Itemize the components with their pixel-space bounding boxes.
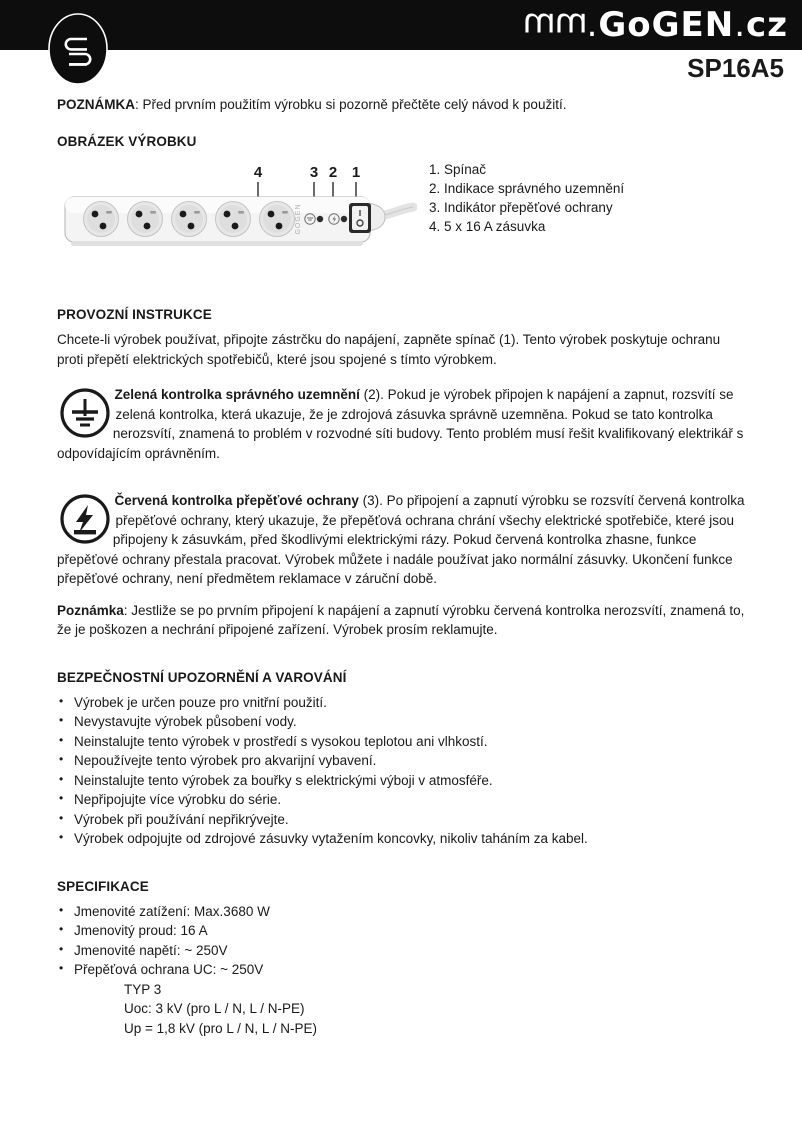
list-item: • Neinstalujte tento výrobek za bouřky s elektrickými výboji v atmosféře.	[57, 771, 747, 791]
top-note-text: : Před prvním použitím výrobku si pozorně přečtěte celý návod k použití.	[135, 97, 567, 112]
list-item: • Nepoužívejte tento výrobek pro akvarijní vybavení.	[57, 751, 747, 771]
spec-sub-type: TYP 3	[124, 981, 162, 997]
brand-logo-tld: cz	[746, 5, 788, 45]
spec-sub-up: Up = 1,8 kV (pro L / N, L / N-PE)	[124, 1020, 317, 1036]
legend-item-1: 1. Spínač	[429, 162, 487, 177]
list-item: • Výrobek odpojujte od zdrojové zásuvky vytažením koncovky, nikoliv taháním za kabel.	[57, 829, 747, 849]
green-indicator-text	[57, 385, 747, 463]
svg-text:2: 2	[328, 164, 338, 181]
list-item: • Přepěťová ochrana UC: ~ 250V	[57, 960, 747, 980]
red-indicator-lead: Červená kontrolka přepěťové ochrany	[114, 493, 359, 508]
red-indicator-note-body: : Jestliže se po prvním připojení k napájení a zapnutí výrobku červená kontrolka nerozsvítí, znamená to, že je poškozen a nechrání připojené zařízení. Výrobek prosím reklamujte.	[57, 602, 745, 637]
list-item: • Nepřipojujte více výrobku do série.	[57, 790, 747, 810]
list-item: • Jmenovitý proud: 16 A	[57, 921, 747, 941]
svg-text:GOGEN: GOGEN	[295, 203, 302, 235]
protective-earth-icon	[59, 387, 111, 439]
brand-logo-name: GoGEN	[598, 5, 735, 45]
list-item: • Jmenovité napětí: ~ 250V	[57, 941, 747, 961]
brand-logo-prefix: ɯɯ	[522, 5, 587, 45]
product-figure-row	[57, 157, 747, 267]
specifications-list	[57, 902, 747, 980]
legend-item-2: 2. Indikace správného uzemnění	[429, 181, 625, 196]
document-body	[57, 96, 747, 1038]
top-note	[57, 96, 747, 114]
red-indicator-note-label: Poznámka	[57, 602, 124, 618]
green-indicator-body: (2). Pokud je výrobek připojen k napájení a zapnut, rozsvítí se zelená kontrolka, která ukazuje, že je zdrojová zásuvka správně uzemněna. Pokud se tato kontrolka nerozsvítí, znamená to problém v rozvodné síti budovy. Tento problém musí řešit kvalifikovaný elektrikář s odpovídajícím oprávněním.	[57, 387, 744, 461]
operating-instructions-text: Chcete-li výrobek používat, připojte zástrčku do napájení, zapněte spínač (1). Tento výrobek poskytuje ochranu proti přepětí elektrických spotřebičů, které jsou spojené s tímto výrobkem.	[57, 332, 721, 367]
list-item: • Neinstalujte tento výrobek v prostředí s vysokou teplotou ani vlhkostí.	[57, 732, 747, 752]
safety-list	[57, 693, 747, 849]
gogen-g2-emblem-icon	[47, 12, 109, 86]
green-indicator-block	[57, 385, 747, 463]
svg-text:3: 3	[309, 164, 319, 181]
model-number: SP16A5	[687, 53, 784, 83]
svg-text:4: 4	[253, 164, 263, 181]
brand-logo-dot-1: .	[586, 5, 599, 45]
red-indicator-block	[57, 491, 747, 589]
legend-item-3: 3. Indikátor přepěťové ochrany	[429, 200, 613, 215]
green-indicator-lead: Zelená kontrolka správného uzemnění	[114, 387, 360, 402]
product-legend	[429, 157, 624, 236]
list-item: • Nevystavujte výrobek působení vody.	[57, 712, 747, 732]
product-image	[57, 157, 417, 262]
red-indicator-body: (3). Po připojení a zapnutí výrobku se rozsvítí červená kontrolka přepěťové ochrany, který ukazuje, že přepěťová ochrana chrání všechy elektrické spotřebiče, které jsou připojeny k zásuvkám, před škodlivými elektrickými rázy. Pokud červená kontrolka zhasne, funkce přepěťové ochrany přestala pracovat. Výrobek můžete i nadále používat jako normální zásuvky. Ukončení funkce přepěťové ochrany, není předmětem reklamace v záruční době.	[57, 493, 745, 586]
list-item: • Jmenovité zatížení: Max.3680 W	[57, 902, 747, 922]
surge-protection-bolt-icon	[59, 493, 111, 545]
safety-title: BEZPEČNOSTNÍ UPOZORNĚNÍ A VAROVÁNÍ	[57, 669, 347, 685]
legend-item-4: 4. 5 x 16 A zásuvka	[429, 219, 546, 234]
brand-logo	[522, 6, 788, 44]
red-indicator-note	[57, 601, 747, 640]
svg-text:1: 1	[351, 164, 361, 181]
brand-logo-dot-2: .	[734, 5, 747, 45]
product-figure-title: OBRÁZEK VÝROBKU	[57, 134, 197, 149]
list-item: • Výrobek je určen pouze pro vnitřní použití.	[57, 693, 747, 713]
spec-sub-uoc: Uoc: 3 kV (pro L / N, L / N-PE)	[124, 1001, 305, 1016]
operating-instructions-title: PROVOZNÍ INSTRUKCE	[57, 307, 212, 322]
red-indicator-text	[57, 491, 747, 589]
specifications-title: SPECIFIKACE	[57, 878, 149, 894]
top-note-label: POZNÁMKA	[57, 97, 135, 112]
list-item: • Výrobek při používání nepřikrývejte.	[57, 810, 747, 830]
